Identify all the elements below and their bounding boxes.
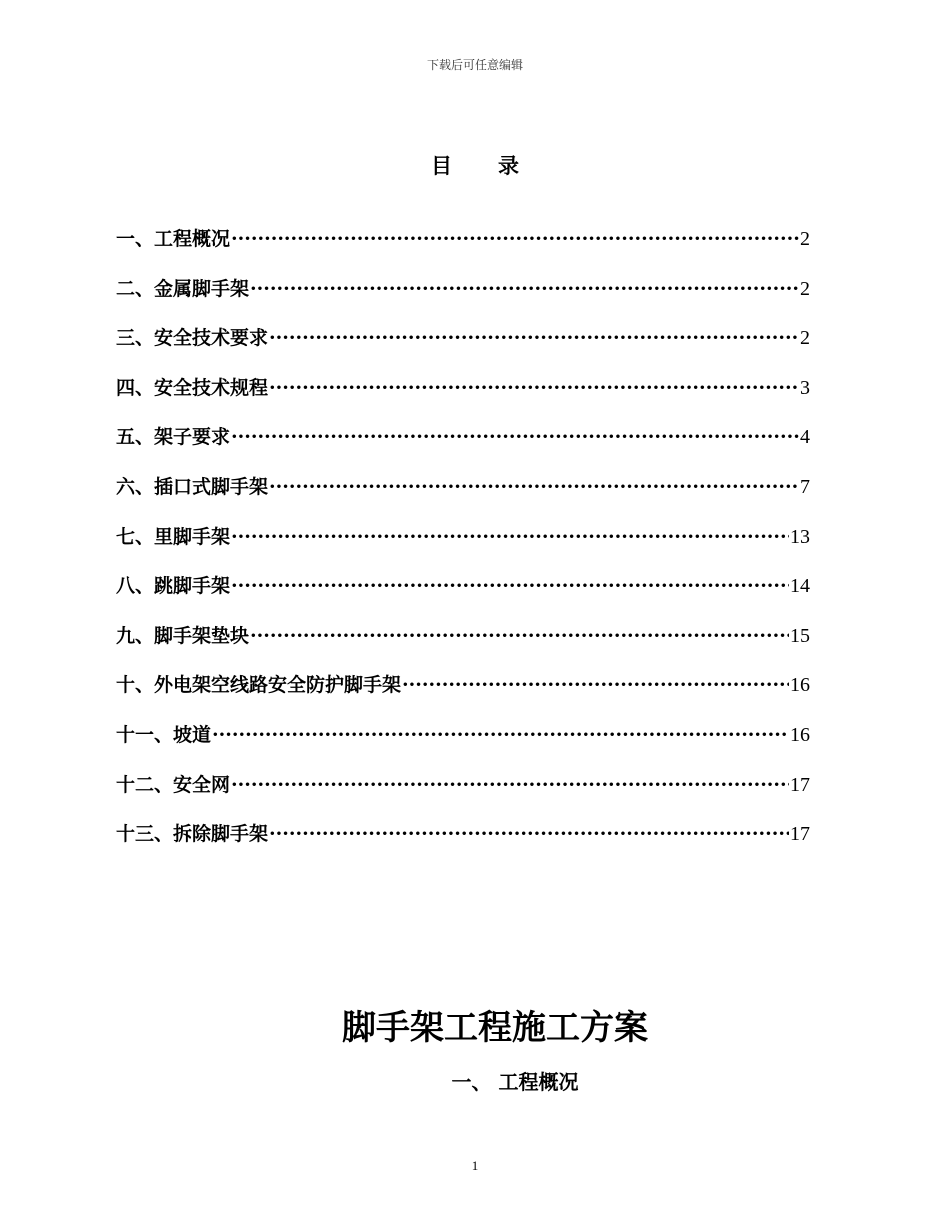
page-header: 下载后可任意编辑: [426, 58, 523, 72]
toc-entry-label: 一、工程概况: [116, 228, 231, 250]
toc-entry-page: 16: [790, 723, 810, 746]
toc-leader-dots: [231, 774, 789, 796]
toc-leader-dots: [231, 426, 799, 448]
toc-entry-page: 15: [790, 624, 810, 647]
toc-entry[interactable]: [116, 274, 810, 324]
toc-title: [0, 150, 950, 180]
toc-entry-label: 七、里脚手架: [116, 525, 231, 548]
toc-entry[interactable]: [116, 224, 810, 274]
toc-leader-dots: [250, 278, 799, 300]
toc-entry[interactable]: [116, 770, 810, 820]
toc-entry-page: 2: [800, 277, 810, 300]
toc-leader-dots: [250, 625, 789, 647]
toc-entry-page: 2: [800, 228, 810, 250]
toc-entry[interactable]: [116, 819, 810, 869]
toc-leader-dots: [269, 377, 799, 399]
toc-leader-dots: [231, 228, 799, 250]
toc-entry-page: 7: [800, 475, 810, 498]
toc-entry-label: 五、架子要求: [116, 426, 231, 449]
toc-entry-label: 十、外电架空线路安全防护脚手架: [116, 674, 402, 697]
toc-entry-page: 4: [800, 426, 810, 449]
toc-entry-label: 四、安全技术规程: [116, 376, 269, 399]
toc-entry[interactable]: [116, 323, 810, 373]
toc-leader-dots: [212, 724, 789, 746]
toc-entry-page: 17: [790, 823, 810, 846]
toc-leader-dots: [402, 674, 789, 696]
toc-entry[interactable]: [116, 422, 810, 472]
toc-entry[interactable]: [116, 472, 810, 522]
toc-entry[interactable]: [116, 373, 810, 423]
toc-entry-page: 16: [790, 674, 810, 697]
section-heading: 一、 工程概况: [451, 1070, 579, 1094]
toc-entry-label: 十一、坡道: [116, 723, 212, 746]
table-of-contents: [116, 224, 810, 869]
toc-entry-page: 2: [800, 327, 810, 350]
toc-entry-label: 二、金属脚手架: [116, 277, 250, 300]
toc-entry-label: 十二、安全网: [116, 773, 231, 796]
toc-entry-label: 八、跳脚手架: [116, 575, 231, 598]
toc-entry-page: 17: [790, 773, 810, 796]
toc-leader-dots: [231, 575, 789, 597]
toc-leader-dots: [269, 476, 799, 498]
document-title: 脚手架工程施工方案: [342, 1008, 648, 1048]
toc-entry-label: 六、插口式脚手架: [116, 475, 269, 498]
toc-entry[interactable]: [116, 720, 810, 770]
toc-entry-page: 13: [790, 525, 810, 548]
toc-leader-dots: [231, 526, 789, 548]
toc-leader-dots: [269, 823, 789, 845]
toc-title-right: 录: [498, 153, 519, 178]
toc-entry-page: 3: [800, 376, 810, 399]
toc-entry-label: 三、安全技术要求: [116, 327, 269, 350]
toc-entry-page: 14: [790, 575, 810, 598]
toc-entry-label: 十三、拆除脚手架: [116, 823, 269, 846]
toc-entry[interactable]: [116, 522, 810, 572]
toc-entry[interactable]: [116, 670, 810, 720]
toc-leader-dots: [269, 327, 799, 349]
toc-title-left: 目: [431, 153, 452, 178]
toc-entry[interactable]: [116, 621, 810, 671]
toc-entry-label: 九、脚手架垫块: [116, 624, 250, 647]
page-number: 1: [471, 1158, 479, 1173]
toc-entry[interactable]: [116, 571, 810, 621]
